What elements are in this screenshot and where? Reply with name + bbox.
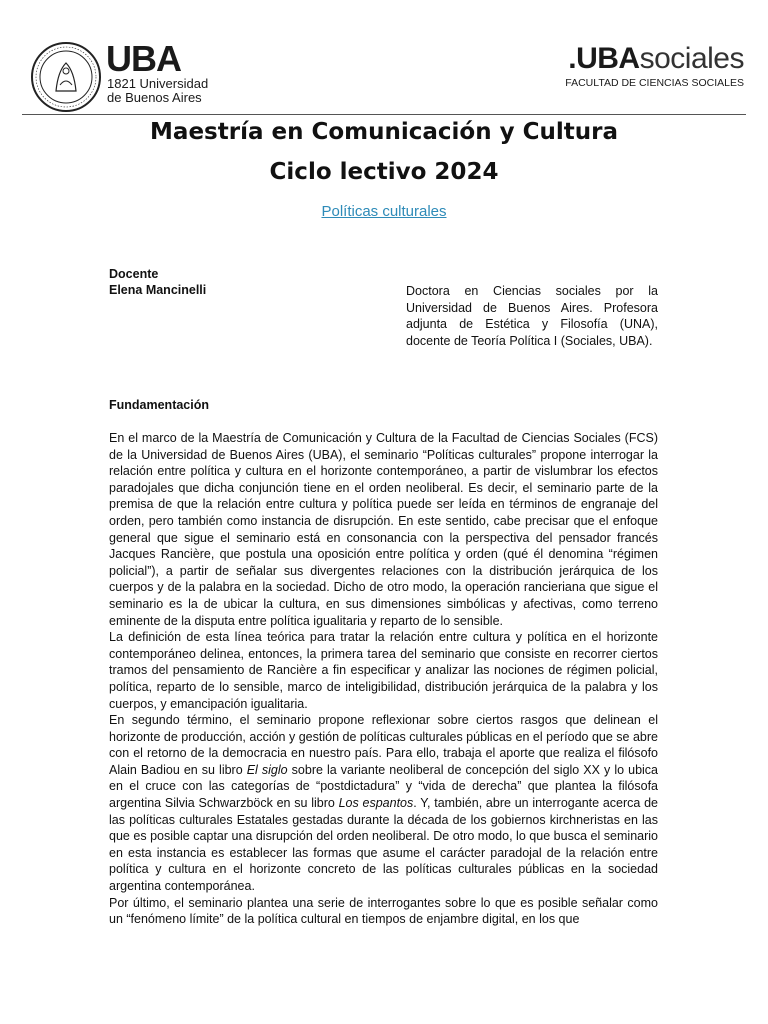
faculty-name: FACULTAD DE CIENCIAS SOCIALES — [565, 77, 744, 89]
book-title-el-siglo: El siglo — [246, 762, 288, 777]
docente-label: Docente — [109, 267, 159, 281]
academic-year: Ciclo lectivo 2024 — [269, 159, 499, 185]
uba-sociales-logo — [565, 44, 744, 89]
docente-bio: Doctora en Ciencias sociales por la Universidad de Buenos Aires. Profesora adjunta de Estética y Filosofía (UNA), docente de Teoría Política I (Sociales, UBA). — [406, 284, 658, 348]
sociales-logo-word — [565, 44, 744, 74]
section-title-fundamentacion: Fundamentación — [109, 398, 210, 412]
sociales-prefix: .UBA — [568, 42, 640, 75]
uba-logo-sub-line2: de Buenos Aires — [107, 90, 202, 105]
header-divider — [22, 114, 746, 115]
uba-logo-word: UBA — [106, 38, 181, 79]
sociales-suffix: sociales — [639, 42, 744, 75]
course-name-link[interactable]: Políticas culturales — [321, 203, 447, 220]
uba-logo-subtitle — [107, 77, 208, 105]
paragraph-4: Por último, el seminario plantea una serie de interrogantes sobre lo que es posible señalar como un “fenómeno límite” de la política cultural en tiempos de enjambre digital, en los que — [109, 895, 658, 927]
paragraph-3-part-c: . Y, también, abre un interrogante acerca de las políticas culturales Estatales gestadas durante la década de los gobiernos kirchneristas en las que es posible captar una disrupción del orden neoliberal. De otro modo, lo que busca el seminario en esta instancia es establecer las formas que asume el carácter paradojal de la relación entre política y cultura en el horizonte concreto de las políticas culturales públicas en la sociedad argentina contemporánea. — [109, 796, 659, 894]
paragraph-2: La definición de esta línea teórica para tratar la relación entre cultura y política en el horizonte contemporáneo delinea, entonces, la primera tarea del seminario que consiste en recorrer ciertos tramos del pensamiento de Rancière a fin especificar y analizar las nociones de régimen policial, política, reparto de lo sensible, marco de inteligibilidad, distribución jerárquica de la palabra y los cuerpos, y emancipación igualitaria. — [109, 630, 658, 711]
paragraph-3-part-b: sobre la variante neoliberal de concepción del siglo XX y lo ubica en el cruce con las categorías de “postdictadura” y “vida de derecha” que plantea la filósofa argentina Silvia Schwarzböck en su libro — [109, 762, 659, 811]
book-title-los-espantos: Los espantos — [338, 796, 414, 811]
paragraph-1: En el marco de la Maestría de Comunicación y Cultura de la Facultad de Ciencias Sociales (FCS) de la Universidad de Buenos Aires (UBA), el seminario “Políticas culturales” propone interrogar la relación entre política y cultura en el horizonte contemporáneo, a partir de vislumbrar los efectos paradojales que dicha conjunción tiene en el orden neoliberal. Es decir, el seminario parte de la premisa de que la relación entre cultura y política puede ser leída en términos de engranaje del orden, pero también como instancia de disrupción. En este sentido, cabe precisar que el enfoque general que sigue el seminario está en consonancia con la perspectiva del pensador francés Jacques Rancière, que postula una oposición entre política y orden (qué él denomina “régimen policial”), a partir de señalar sus divergentes relaciones con la distribución jerárquica de los cuerpos y de la palabra en la sociedad. Dicho de otro modo, la operación rancieriana que sigue el seminario es la de ubicar la cultura, en sus dimensiones simbólicas y afectivas, como terreno eminente de la disputa entre política igualitaria y reparto de lo sensible. — [109, 431, 658, 628]
fundamentacion-body — [109, 430, 658, 928]
program-title: Maestría en Comunicación y Cultura — [150, 119, 618, 145]
university-seal-icon — [30, 41, 102, 113]
paragraph-3-part-a: En segundo término, el seminario propone reflexionar sobre ciertos rasgos que delinean el horizonte de producción, acción y gestión de políticas culturales públicas en el período que se abre con el retorno de la democracia en nuestro país. Para ello, trabaja el aporte que realiza el filósofo Alain Badiou en su libro — [109, 713, 658, 777]
document-header — [0, 0, 768, 116]
uba-logo-sub-line1: 1821 Universidad — [107, 76, 209, 91]
docente-name: Elena Mancinelli — [109, 283, 207, 297]
paragraph-3 — [109, 712, 658, 895]
